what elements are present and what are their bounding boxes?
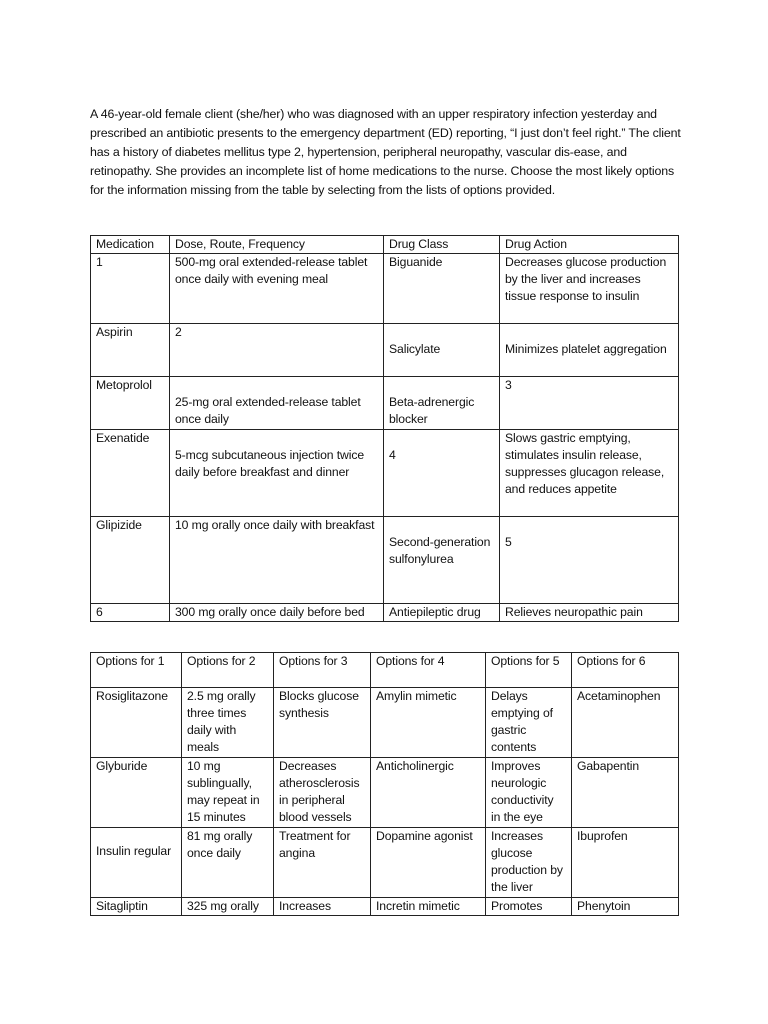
column-header: Options for 6	[572, 653, 679, 688]
table-row	[91, 688, 679, 758]
column-header: Options for 2	[182, 653, 274, 688]
drug-class-cell: Beta-adrenergic blocker	[384, 377, 500, 430]
option-cell: Delays emptying of gastric contents	[486, 688, 572, 758]
dose-cell: 2	[170, 324, 384, 377]
table-row	[91, 430, 679, 517]
option-cell: Acetaminophen	[572, 688, 679, 758]
option-cell: Incretin mimetic	[371, 898, 486, 916]
table-row	[91, 898, 679, 916]
medication-cell: Aspirin	[91, 324, 170, 377]
drug-action-cell: Minimizes platelet aggregation	[500, 324, 679, 377]
dose-cell: 300 mg orally once daily before bed	[170, 604, 384, 622]
dose-cell: 10 mg orally once daily with breakfast	[170, 517, 384, 604]
column-header: Drug Class	[384, 236, 500, 254]
option-cell: Dopamine agonist	[371, 828, 486, 898]
table-row	[91, 828, 679, 898]
medication-cell: 6	[91, 604, 170, 622]
option-cell: Anticholinergic	[371, 758, 486, 828]
medication-cell: Glipizide	[91, 517, 170, 604]
table-header-row	[91, 236, 679, 254]
drug-action-cell: 3	[500, 377, 679, 430]
drug-class-cell: 4	[384, 430, 500, 517]
medication-cell: 1	[91, 254, 170, 324]
drug-class-cell: Second-generation sulfonylurea	[384, 517, 500, 604]
column-header: Options for 4	[371, 653, 486, 688]
option-cell: 325 mg orally	[182, 898, 274, 916]
drug-action-cell: Decreases glucose production by the liver and increases tissue response to insulin	[500, 254, 679, 324]
medication-cell: Exenatide	[91, 430, 170, 517]
table-row	[91, 324, 679, 377]
option-cell: Glyburide	[91, 758, 182, 828]
medication-cell: Metoprolol	[91, 377, 170, 430]
case-description: A 46-year-old female client (she/her) who was diagnosed with an upper respiratory infection yesterday and prescribed an antibiotic presents to the emergency department (ED) reporting, “I just don’t feel right.” The client has a history of diabetes mellitus type 2, hypertension, peripheral neuropathy, vascular dis-ease, and retinopathy. She provides an incomplete list of home medications to the nurse. Choose the most likely options for the information missing from the table by selecting from the lists of options provided.	[90, 107, 681, 197]
option-cell: Decreases atherosclerosis in peripheral blood vessels	[274, 758, 371, 828]
option-cell: Insulin regular	[91, 828, 182, 898]
option-cell: 2.5 mg orally three times daily with meals	[182, 688, 274, 758]
table-row	[91, 377, 679, 430]
dose-cell: 25-mg oral extended-release tablet once daily	[170, 377, 384, 430]
table-row	[91, 517, 679, 604]
drug-class-cell: Antiepileptic drug	[384, 604, 500, 622]
option-cell: Rosiglitazone	[91, 688, 182, 758]
option-cell: 10 mg sublingually, may repeat in 15 minutes	[182, 758, 274, 828]
table-row	[91, 254, 679, 324]
drug-class-cell: Biguanide	[384, 254, 500, 324]
drug-action-cell: Slows gastric emptying, stimulates insulin release, suppresses glucagon release, and reduces appetite	[500, 430, 679, 517]
column-header: Dose, Route, Frequency	[170, 236, 384, 254]
option-cell: Amylin mimetic	[371, 688, 486, 758]
column-header: Medication	[91, 236, 170, 254]
table-header-row	[91, 653, 679, 688]
column-header: Options for 5	[486, 653, 572, 688]
drug-action-cell: Relieves neuropathic pain	[500, 604, 679, 622]
table-row	[91, 604, 679, 622]
drug-class-cell: Salicylate	[384, 324, 500, 377]
option-cell: Promotes	[486, 898, 572, 916]
option-cell: Phenytoin	[572, 898, 679, 916]
option-cell: 81 mg orally once daily	[182, 828, 274, 898]
option-cell: Blocks glucose synthesis	[274, 688, 371, 758]
dose-cell: 500-mg oral extended-release tablet once daily with evening meal	[170, 254, 384, 324]
column-header: Options for 3	[274, 653, 371, 688]
column-header: Options for 1	[91, 653, 182, 688]
option-cell: Increases	[274, 898, 371, 916]
table-row	[91, 758, 679, 828]
option-cell: Improves neurologic conductivity in the eye	[486, 758, 572, 828]
option-cell: Increases glucose production by the liver	[486, 828, 572, 898]
option-cell: Ibuprofen	[572, 828, 679, 898]
options-table	[90, 652, 679, 916]
medication-table	[90, 235, 679, 622]
drug-action-cell: 5	[500, 517, 679, 604]
option-cell: Gabapentin	[572, 758, 679, 828]
column-header: Drug Action	[500, 236, 679, 254]
option-cell: Sitagliptin	[91, 898, 182, 916]
option-cell: Treatment for angina	[274, 828, 371, 898]
dose-cell: 5-mcg subcutaneous injection twice daily before breakfast and dinner	[170, 430, 384, 517]
